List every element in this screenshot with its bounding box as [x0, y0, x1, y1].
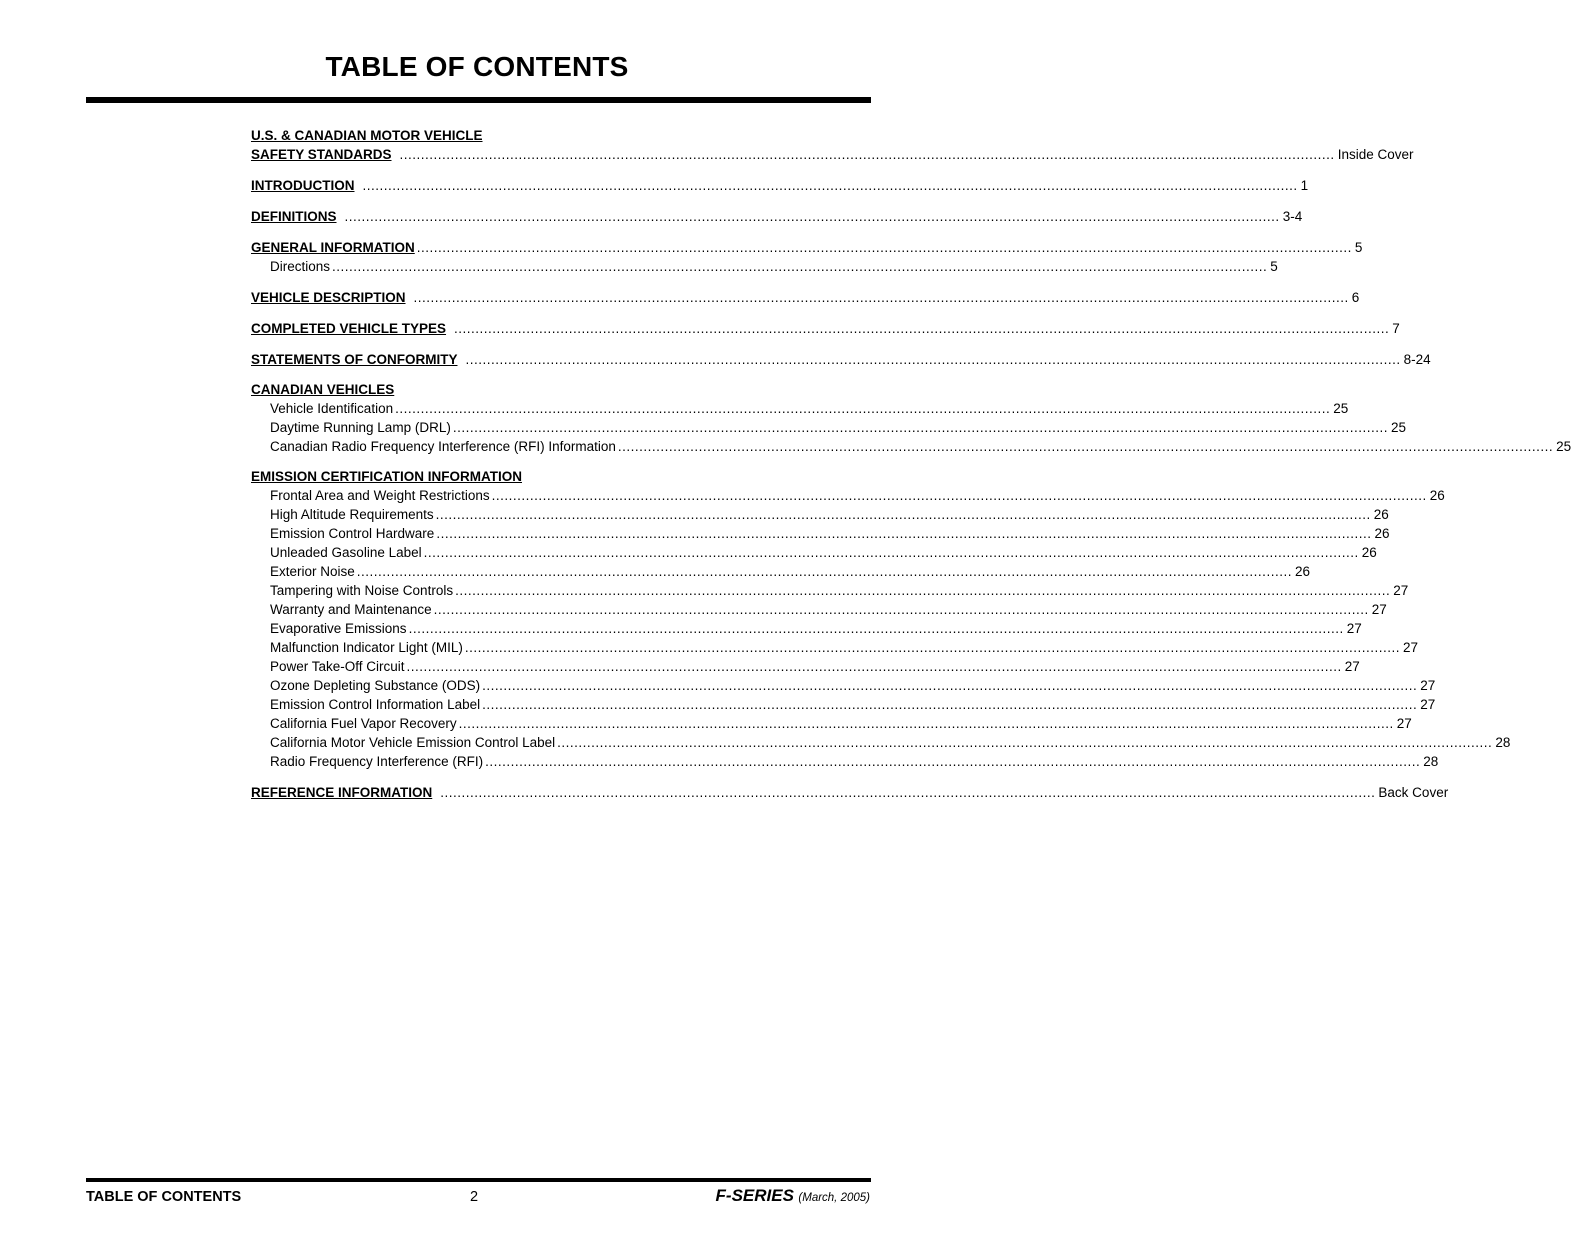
toc-entry-completed-vehicle-types[interactable] [251, 319, 1400, 338]
toc-entry-label: Directions [270, 259, 331, 274]
footer-series [716, 1186, 870, 1206]
footer-divider [86, 1178, 871, 1182]
toc-entry-page: 27 [1346, 621, 1362, 636]
toc-entry-high-altitude[interactable] [251, 505, 1389, 524]
dot-leader: ............................................................................................................................................................................................................................ [416, 240, 1352, 255]
footer-section-title: TABLE OF CONTENTS [86, 1189, 242, 1205]
dot-leader: ............................................................................................................................................................................................................................ [399, 147, 1335, 162]
dot-leader: ............................................................................................................................................................................................................................ [617, 439, 1554, 454]
toc-section-emission-certification [251, 468, 1511, 771]
toc-entry-vehicle-identification[interactable] [251, 399, 1349, 418]
dot-leader: ............................................................................................................................................................................................................................ [452, 420, 1388, 435]
toc-entry-reference-information[interactable] [251, 783, 1449, 802]
toc-entry-label: High Altitude Requirements [270, 507, 434, 522]
dot-leader: ............................................................................................................................................................................................................................ [485, 754, 1421, 769]
toc-section-definitions [251, 207, 1303, 226]
toc-entry-page: 3-4 [1282, 209, 1303, 224]
dot-leader: ............................................................................................................................................................................................................................ [435, 507, 1371, 522]
toc-entry-page: 27 [1344, 659, 1360, 674]
toc-entry-label: VEHICLE DESCRIPTION [251, 290, 406, 305]
toc-entry-page: 26 [1374, 526, 1390, 541]
toc-entry-page: 27 [1396, 716, 1412, 731]
toc-heading-canadian-vehicles[interactable]: CANADIAN VEHICLES [251, 382, 395, 397]
toc-entry-page: 28 [1495, 735, 1511, 750]
toc-entry-page: 8-24 [1403, 352, 1431, 367]
toc-heading-safety-line1[interactable]: U.S. & CANADIAN MOTOR VEHICLE [251, 128, 483, 143]
toc-entry-statements-of-conformity[interactable] [251, 350, 1431, 369]
toc-entry-label: Malfunction Indicator Light (MIL) [270, 640, 463, 655]
toc-entry-page: 27 [1403, 640, 1419, 655]
dot-leader: ............................................................................................................................................................................................................................ [408, 621, 1344, 636]
dot-leader: ............................................................................................................................................................................................................................ [458, 716, 1394, 731]
toc-entry-page: Back Cover [1378, 785, 1449, 800]
toc-entry-exterior-noise[interactable] [251, 562, 1310, 581]
toc-entry-definitions[interactable] [251, 207, 1303, 226]
toc-entry-page: 26 [1361, 545, 1377, 560]
toc-entry-page: 25 [1391, 420, 1407, 435]
toc-entry-label: Unleaded Gasoline Label [270, 545, 422, 560]
toc-entry-tampering-noise-controls[interactable] [251, 581, 1409, 600]
dot-leader: ............................................................................................................................................................................................................................ [433, 602, 1369, 617]
toc-entry-label: Exterior Noise [270, 564, 355, 579]
toc-entry-page: 27 [1393, 583, 1409, 598]
toc-entry-label: California Fuel Vapor Recovery [270, 716, 457, 731]
dot-leader: ............................................................................................................................................................................................................................ [557, 735, 1493, 750]
toc-entry-page: 7 [1392, 321, 1400, 336]
toc-entry-page: 26 [1294, 564, 1310, 579]
toc-entry-label: Frontal Area and Weight Restrictions [270, 488, 490, 503]
toc-section-safety [251, 127, 1414, 164]
toc-entry-unleaded-gasoline-label[interactable] [251, 543, 1377, 562]
toc-entry-page: 25 [1556, 439, 1571, 454]
toc-entry-label: Warranty and Maintenance [270, 602, 432, 617]
toc-entry-warranty-maintenance[interactable] [251, 600, 1387, 619]
toc-entry-label: STATEMENTS OF CONFORMITY [251, 352, 458, 367]
dot-leader: ............................................................................................................................................................................................................................ [356, 564, 1292, 579]
toc-section-reference-information [251, 783, 1449, 802]
toc-entry-california-fuel-vapor[interactable] [251, 714, 1412, 733]
toc-entry-ozone-depleting-substance[interactable] [251, 676, 1436, 695]
toc-entry-daytime-running-lamp[interactable] [251, 418, 1407, 437]
toc-entry-evaporative-emissions[interactable] [251, 619, 1362, 638]
toc-entry-label: Tampering with Noise Controls [270, 583, 454, 598]
dot-leader: ............................................................................................................................................................................................................................ [362, 178, 1298, 193]
toc-entry-page: Inside Cover [1337, 147, 1414, 162]
toc-entry-label: Canadian Radio Frequency Interference (RFI) Information [270, 439, 616, 454]
toc-entry-label: Emission Control Information Label [270, 697, 481, 712]
dot-leader: ............................................................................................................................................................................................................................ [395, 401, 1331, 416]
page-title: TABLE OF CONTENTS [325, 51, 629, 82]
toc-entry-page: 26 [1429, 488, 1445, 503]
toc-entry-emission-control-hardware[interactable] [251, 524, 1390, 543]
dot-leader: ............................................................................................................................................................................................................................ [464, 640, 1401, 655]
dot-leader: ............................................................................................................................................................................................................................ [491, 488, 1427, 503]
toc-entry-label: SAFETY STANDARDS [251, 147, 392, 162]
toc-entry-page: 5 [1270, 259, 1278, 274]
dot-leader: ............................................................................................................................................................................................................................ [436, 526, 1372, 541]
toc-heading-emission-certification[interactable]: EMISSION CERTIFICATION INFORMATION [251, 469, 522, 484]
toc-section-canadian-vehicles [251, 381, 1571, 456]
dot-leader: ............................................................................................................................................................................................................................ [440, 785, 1376, 800]
toc-entry-label: REFERENCE INFORMATION [251, 785, 433, 800]
toc-entry-label: Emission Control Hardware [270, 526, 435, 541]
toc-entry-page: 25 [1333, 401, 1349, 416]
toc-entry-power-take-off[interactable] [251, 657, 1360, 676]
toc-entry-label: Radio Frequency Interference (RFI) [270, 754, 484, 769]
dot-leader: ............................................................................................................................................................................................................................ [406, 659, 1342, 674]
toc-entry-safety-standards[interactable] [251, 145, 1414, 164]
dot-leader: ............................................................................................................................................................................................................................ [344, 209, 1280, 224]
dot-leader: ............................................................................................................................................................................................................................ [482, 697, 1418, 712]
toc-entry-label: Vehicle Identification [270, 401, 394, 416]
toc-entry-introduction[interactable] [251, 176, 1309, 195]
toc-entry-general-information[interactable] [251, 238, 1363, 257]
toc-entry-page: 28 [1423, 754, 1439, 769]
toc-entry-label: Ozone Depleting Substance (ODS) [270, 678, 481, 693]
toc-entry-page: 27 [1371, 602, 1387, 617]
toc-entry-page: 26 [1373, 507, 1389, 522]
footer-page-number: 2 [470, 1189, 479, 1205]
table-of-contents [251, 127, 1571, 814]
toc-entry-label: GENERAL INFORMATION [251, 240, 415, 255]
toc-entry-canadian-rfi[interactable] [251, 437, 1571, 456]
dot-leader: ............................................................................................................................................................................................................................ [454, 321, 1390, 336]
footer-series-name: F-SERIES [715, 1186, 794, 1205]
dot-leader: ............................................................................................................................................................................................................................ [455, 583, 1391, 598]
toc-entry-label: COMPLETED VEHICLE TYPES [251, 321, 447, 336]
toc-entry-california-emission-label[interactable] [251, 733, 1511, 752]
toc-entry-vehicle-description[interactable] [251, 288, 1360, 307]
toc-entry-label: Power Take-Off Circuit [270, 659, 405, 674]
toc-entry-label: INTRODUCTION [251, 178, 355, 193]
toc-entry-page: 1 [1300, 178, 1309, 193]
toc-entry-directions[interactable] [251, 257, 1278, 276]
toc-entry-radio-frequency-interference[interactable] [251, 752, 1439, 771]
toc-entry-page: 27 [1420, 678, 1436, 693]
toc-entry-page: 6 [1351, 290, 1360, 305]
toc-section-statements-of-conformity [251, 350, 1431, 369]
toc-entry-page: 27 [1420, 697, 1436, 712]
toc-section-general-information [251, 238, 1363, 276]
toc-entry-label: DEFINITIONS [251, 209, 337, 224]
toc-entry-frontal-area[interactable] [251, 486, 1445, 505]
dot-leader: ............................................................................................................................................................................................................................ [465, 352, 1401, 367]
toc-entry-label: Daytime Running Lamp (DRL) [270, 420, 451, 435]
toc-entry-emission-control-info-label[interactable] [251, 695, 1436, 714]
toc-entry-page: 5 [1354, 240, 1363, 255]
dot-leader: ............................................................................................................................................................................................................................ [332, 259, 1268, 274]
dot-leader: ............................................................................................................................................................................................................................ [423, 545, 1359, 560]
toc-entry-malfunction-indicator-light[interactable] [251, 638, 1419, 657]
footer-date: (March, 2005) [798, 1192, 870, 1204]
dot-leader: ............................................................................................................................................................................................................................ [413, 290, 1349, 305]
toc-entry-label: California Motor Vehicle Emission Control Label [270, 735, 556, 750]
toc-entry-label: Evaporative Emissions [270, 621, 407, 636]
toc-section-completed-vehicle-types [251, 319, 1400, 338]
dot-leader: ............................................................................................................................................................................................................................ [482, 678, 1418, 693]
title-divider [86, 97, 871, 103]
toc-section-vehicle-description [251, 288, 1360, 307]
toc-section-introduction [251, 176, 1309, 195]
